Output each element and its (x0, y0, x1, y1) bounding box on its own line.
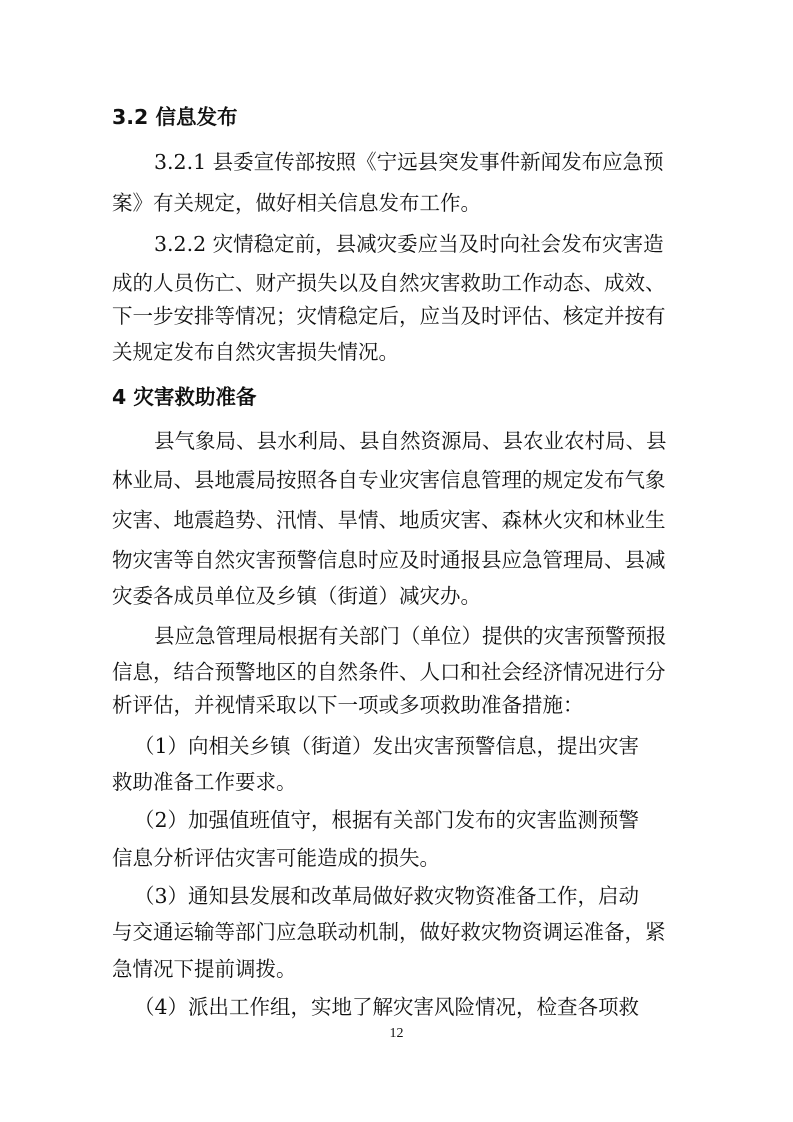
section-heading-3-2: 3.2 信息发布 (112, 105, 238, 129)
list-item-2: （2）加强值班值守，根据有关部门发布的灾害监测预警 (134, 808, 640, 832)
text-line: 物灾害等自然灾害预警信息时应及时通报县应急管理局、县减 (112, 548, 666, 572)
text-line: 成的人员伤亡、财产损失以及自然灾害救助工作动态、成效、 (112, 271, 666, 295)
text-line: 关规定发布自然灾害损失情况。 (112, 340, 399, 364)
list-item-3: （3）通知县发展和改革局做好救灾物资准备工作，启动 (134, 884, 640, 908)
text-line: 救助准备工作要求。 (112, 770, 297, 794)
text-line: 灾害、地震趋势、汛情、旱情、地质灾害、森林火灾和林业生 (112, 508, 666, 532)
list-item-1: （1）向相关乡镇（街道）发出灾害预警信息，提出灾害 (134, 734, 640, 758)
text-line: 析评估，并视情采取以下一项或多项救助准备措施： (112, 693, 584, 717)
page-number: 12 (389, 1026, 404, 1041)
text-line: 灾委各成员单位及乡镇（街道）减灾办。 (112, 584, 481, 608)
text-line: 急情况下提前调拨。 (112, 957, 297, 981)
section-heading-4: 4 灾害救助准备 (112, 385, 257, 409)
text-line: 县气象局、县水利局、县自然资源局、县农业农村局、县 (154, 429, 667, 453)
text-line: 案》有关规定，做好相关信息发布工作。 (112, 191, 481, 215)
text-line: 林业局、县地震局按照各自专业灾害信息管理的规定发布气象 (112, 468, 666, 492)
text-line: 信息，结合预警地区的自然条件、人口和社会经济情况进行分 (112, 660, 666, 684)
text-line: 信息分析评估灾害可能造成的损失。 (112, 846, 440, 870)
text-line: 与交通运输等部门应急联动机制，做好救灾物资调运准备，紧 (112, 920, 666, 944)
text-line: 下一步安排等情况；灾情稳定后，应当及时评估、核定并按有 (112, 304, 666, 328)
text-line: 县应急管理局根据有关部门（单位）提供的灾害预警预报 (154, 624, 667, 648)
text-line: 3.2.1 县委宣传部按照《宁远县突发事件新闻发布应急预 (154, 150, 664, 174)
text-line: 3.2.2 灾情稳定前，县减灾委应当及时向社会发布灾害造 (154, 232, 664, 256)
list-item-4: （4）派出工作组，实地了解灾害风险情况，检查各项救 (134, 995, 640, 1019)
